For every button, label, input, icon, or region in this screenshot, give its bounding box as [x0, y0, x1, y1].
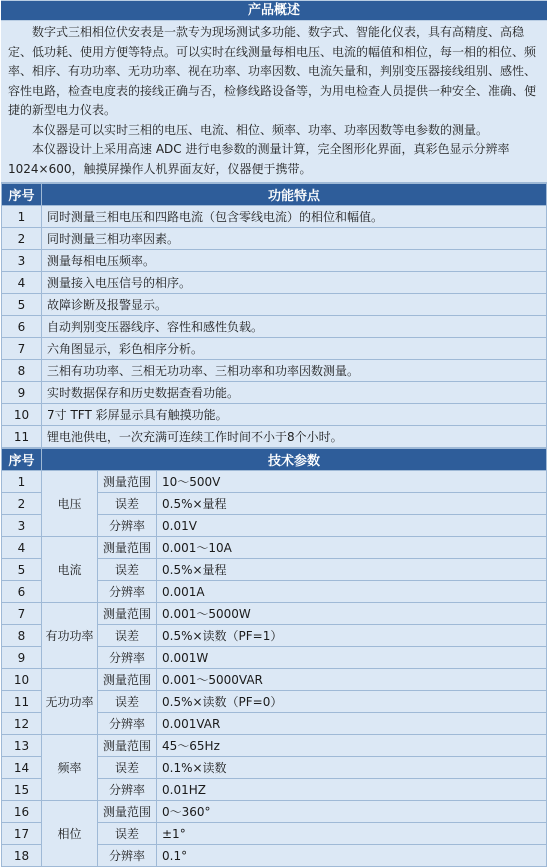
spec-param: 测量范围 [98, 801, 157, 823]
specs-header-no: 序号 [2, 449, 42, 471]
spec-param: 分辨率 [98, 515, 157, 537]
feature-row [2, 272, 547, 294]
product-sheet [1, 0, 547, 867]
spec-no: 4 [2, 537, 42, 559]
feature-row [2, 426, 547, 448]
spec-no: 13 [2, 735, 42, 757]
spec-param: 分辨率 [98, 647, 157, 669]
spec-no: 17 [2, 823, 42, 845]
spec-row [2, 801, 547, 823]
features-header-title: 功能特点 [42, 184, 547, 206]
specs-body [2, 471, 547, 867]
spec-row [2, 669, 547, 691]
feature-row [2, 316, 547, 338]
spec-value: 0.001W [157, 647, 547, 669]
spec-param: 误差 [98, 757, 157, 779]
overview-title: 产品概述 [1, 0, 547, 21]
feature-text: 锂电池供电，一次充满可连续工作时间不小于8个小时。 [42, 426, 547, 448]
spec-row [2, 537, 547, 559]
spec-group-name: 电流 [42, 537, 98, 603]
specs-table [1, 448, 547, 867]
spec-no: 6 [2, 581, 42, 603]
feature-row [2, 338, 547, 360]
spec-param: 测量范围 [98, 669, 157, 691]
features-body [2, 206, 547, 448]
spec-no: 18 [2, 845, 42, 867]
spec-value: 0.5%×读数（PF=1） [157, 625, 547, 647]
spec-param: 误差 [98, 559, 157, 581]
spec-value: 0.001～5000W [157, 603, 547, 625]
specs-header-row [2, 449, 547, 471]
feature-no: 9 [2, 382, 42, 404]
spec-no: 12 [2, 713, 42, 735]
features-table [1, 183, 547, 448]
spec-param: 测量范围 [98, 537, 157, 559]
spec-group-name: 有功功率 [42, 603, 98, 669]
spec-value: 45～65Hz [157, 735, 547, 757]
feature-no: 7 [2, 338, 42, 360]
spec-no: 15 [2, 779, 42, 801]
feature-no: 10 [2, 404, 42, 426]
spec-value: 0.001～5000VAR [157, 669, 547, 691]
overview-body [1, 21, 547, 183]
feature-text: 同时测量三相电压和四路电流（包含零线电流）的相位和幅值。 [42, 206, 547, 228]
feature-no: 4 [2, 272, 42, 294]
feature-row [2, 294, 547, 316]
spec-no: 3 [2, 515, 42, 537]
spec-value: 0.5%×量程 [157, 493, 547, 515]
spec-value: 10～500V [157, 471, 547, 493]
spec-row [2, 471, 547, 493]
spec-no: 8 [2, 625, 42, 647]
feature-no: 11 [2, 426, 42, 448]
feature-text: 六角图显示，彩色相序分析。 [42, 338, 547, 360]
spec-no: 2 [2, 493, 42, 515]
spec-row [2, 735, 547, 757]
spec-value: 0.01V [157, 515, 547, 537]
spec-value: 0.001VAR [157, 713, 547, 735]
spec-param: 误差 [98, 493, 157, 515]
spec-param: 测量范围 [98, 735, 157, 757]
spec-group-name: 电压 [42, 471, 98, 537]
feature-text: 故障诊断及报警显示。 [42, 294, 547, 316]
feature-text: 实时数据保存和历史数据查看功能。 [42, 382, 547, 404]
feature-text: 7寸 TFT 彩屏显示具有触摸功能。 [42, 404, 547, 426]
spec-param: 分辨率 [98, 845, 157, 867]
specs-header-title: 技术参数 [42, 449, 547, 471]
spec-value: 0.5%×读数（PF=0） [157, 691, 547, 713]
feature-no: 3 [2, 250, 42, 272]
spec-group-name: 频率 [42, 735, 98, 801]
spec-group-name: 无功功率 [42, 669, 98, 735]
spec-value: 0.01HZ [157, 779, 547, 801]
spec-value: ±1° [157, 823, 547, 845]
feature-text: 自动判别变压器线序、容性和感性负载。 [42, 316, 547, 338]
features-header-no: 序号 [2, 184, 42, 206]
spec-value: 0.001A [157, 581, 547, 603]
feature-no: 1 [2, 206, 42, 228]
spec-param: 分辨率 [98, 779, 157, 801]
spec-param: 误差 [98, 691, 157, 713]
spec-value: 0.001～10A [157, 537, 547, 559]
feature-row [2, 404, 547, 426]
overview-paragraph-1: 数字式三相相位伏安表是一款专为现场测试多功能、数字式、智能化仪表，具有高精度、高稳定、低功耗、使用方便等特点。可以实时在线测量每相电压、电流的幅值和相位，每一相的相位、频率、相序、有功功率、无功功率、视在功率、功率因数、电流矢量和，判别变压器接线组别、感性、容性电路，检查电度表的接线正确与否，检修线路设备等，为用电检查人员提供一种安全、准确、便捷的新型电力仪表。 [8, 25, 537, 117]
spec-value: 0～360° [157, 801, 547, 823]
feature-text: 三相有功功率、三相无功功率、三相功率和功率因数测量。 [42, 360, 547, 382]
feature-no: 5 [2, 294, 42, 316]
feature-text: 测量接入电压信号的相序。 [42, 272, 547, 294]
spec-value: 0.1° [157, 845, 547, 867]
spec-param: 误差 [98, 823, 157, 845]
spec-no: 1 [2, 471, 42, 493]
feature-row [2, 228, 547, 250]
feature-row [2, 206, 547, 228]
features-header-row [2, 184, 547, 206]
spec-no: 9 [2, 647, 42, 669]
spec-no: 16 [2, 801, 42, 823]
overview-paragraph-3: 本仪器设计上采用高速 ADC 进行电参数的测量计算，完全图形化界面，真彩色显示分辨率 1024×600，触摸屏操作人机界面友好，仪器便于携带。 [8, 142, 510, 176]
feature-row [2, 360, 547, 382]
spec-param: 误差 [98, 625, 157, 647]
spec-row [2, 603, 547, 625]
feature-no: 2 [2, 228, 42, 250]
spec-value: 0.5%×量程 [157, 559, 547, 581]
spec-no: 11 [2, 691, 42, 713]
spec-param: 分辨率 [98, 581, 157, 603]
overview-paragraph-2: 本仪器是可以实时三相的电压、电流、相位、频率、功率、功率因数等电参数的测量。 [32, 122, 489, 137]
spec-no: 7 [2, 603, 42, 625]
spec-param: 测量范围 [98, 471, 157, 493]
spec-param: 测量范围 [98, 603, 157, 625]
feature-no: 6 [2, 316, 42, 338]
spec-param: 分辨率 [98, 713, 157, 735]
spec-value: 0.1%×读数 [157, 757, 547, 779]
spec-group-name: 相位 [42, 801, 98, 867]
feature-row [2, 250, 547, 272]
spec-no: 10 [2, 669, 42, 691]
feature-text: 同时测量三相功率因素。 [42, 228, 547, 250]
feature-no: 8 [2, 360, 42, 382]
spec-no: 5 [2, 559, 42, 581]
feature-row [2, 382, 547, 404]
spec-no: 14 [2, 757, 42, 779]
feature-text: 测量每相电压频率。 [42, 250, 547, 272]
